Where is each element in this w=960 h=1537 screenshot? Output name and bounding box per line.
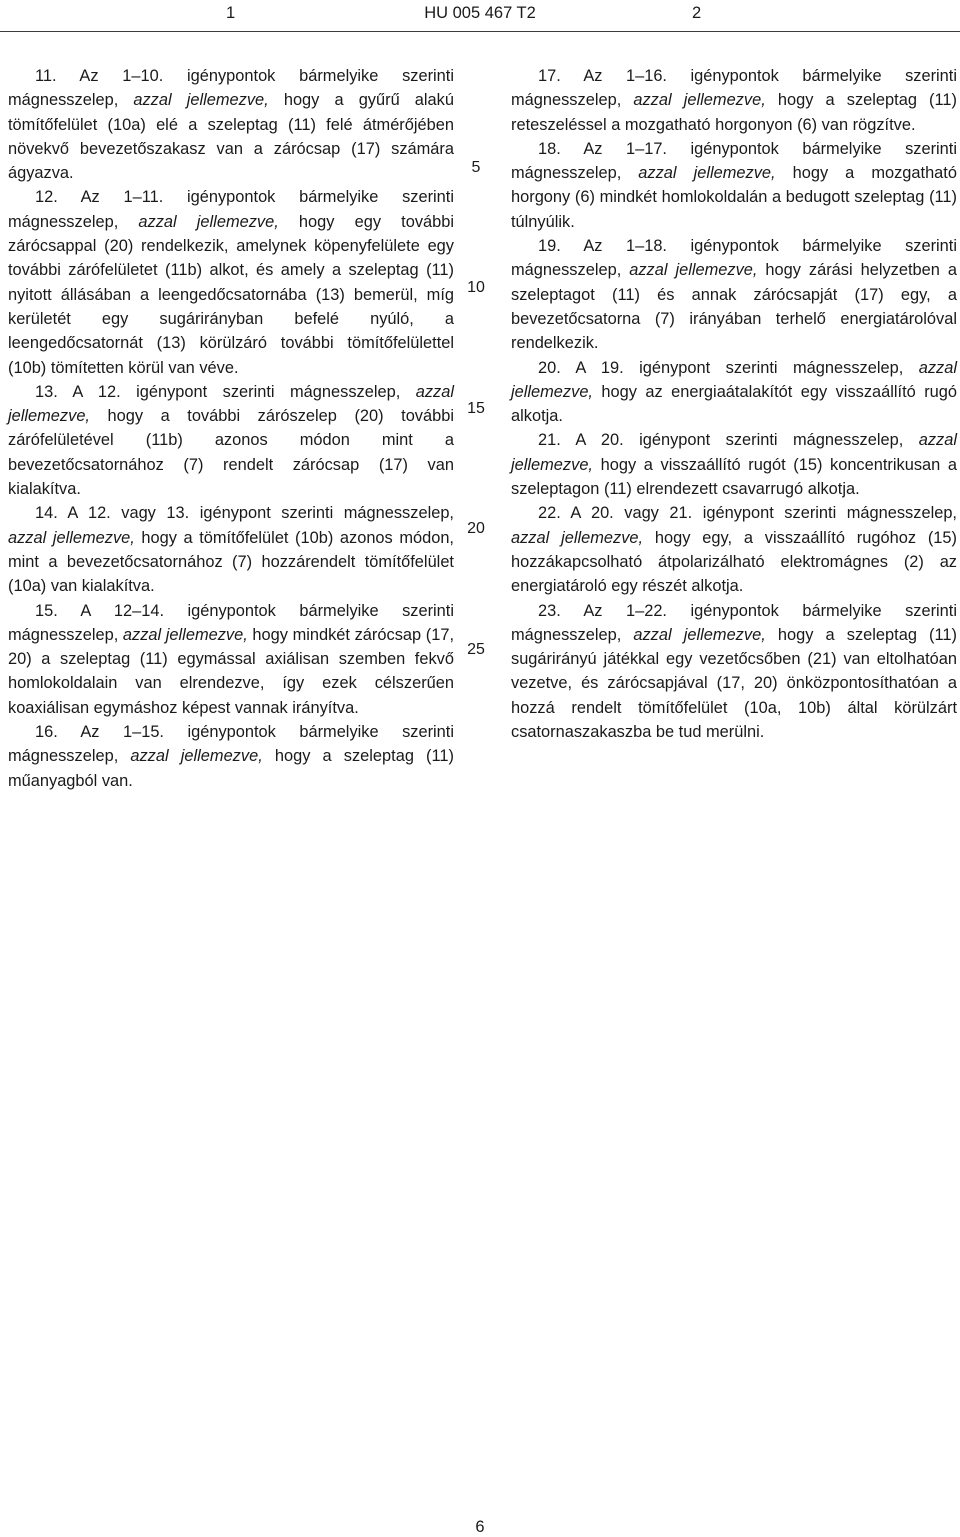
claim-text: 15. A 12–14. igénypontok bármelyike szerinti mágnesszelep, (8, 601, 454, 644)
claim-text: 17. Az 1–16. igénypontok bármelyike szerinti mágnesszelep, (511, 67, 957, 110)
claim-text: 14. A 12. vagy 13. igénypont szerinti mágnesszelep, (35, 504, 454, 523)
claim-text: 18. Az 1–17. igénypontok bármelyike szerinti mágnesszelep, (511, 139, 957, 183)
line-number: 5 (471, 159, 481, 176)
claim-keyword: azzal jellemezve, (638, 164, 776, 183)
claim-text: 23. Az 1–22. igénypontok bármelyike szerinti mágnesszelep, (511, 601, 957, 644)
line-number: 15 (467, 400, 485, 417)
claim-12 (8, 185, 454, 379)
claim-keyword: azzal jellemezve, (629, 261, 758, 280)
right-page-number: 2 (692, 4, 702, 22)
claim-text: 12. Az 1–11. igénypontok bármelyike szerinti mágnesszelep, (8, 188, 454, 231)
claim-keyword: azzal jellemezve, (633, 625, 766, 644)
line-number: 10 (467, 279, 485, 296)
claim-text: 16. Az 1–15. igénypontok bármelyike szerinti mágnesszelep, (8, 723, 454, 766)
claim-19 (511, 234, 957, 355)
claim-text: 20. A 19. igénypont szerinti mágnesszelep, (538, 358, 919, 377)
claim-text: hogy a tömítőfelület (10b) azonos módon, mint a bevezetőcsatornához (7) hozzárendelt tömítőfelület (10a) van kialakítva. (8, 528, 454, 596)
claim-keyword: azzal jellemezve, (633, 91, 766, 110)
claim-keyword: azzal jellemezve, (511, 528, 644, 547)
claim-text: hogy a szeleptag (11) reteszeléssel a mozgatható horgonyon (6) van rögzítve. (511, 91, 957, 134)
claim-text: hogy a mozgatható horgony (6) mindkét homlokoldalán a bedugott szeleptag (11) túlnyúlik. (511, 164, 957, 231)
left-page-number: 1 (226, 4, 236, 22)
footer-page-number: 6 (475, 1518, 485, 1536)
claim-text: hogy egy, a visszaállító rugóhoz (15) hozzákapcsolható átpolarizálható elektromágnes (2) az energiatároló egy részét alkotja. (511, 528, 957, 596)
right-column (511, 64, 957, 744)
claim-text: 21. A 20. igénypont szerinti mágnesszelep, (538, 431, 919, 450)
claim-keyword: azzal jellemezve, (130, 747, 263, 766)
header-divider (0, 31, 960, 32)
claim-22 (511, 501, 957, 598)
claim-text: hogy egy további zárócsappal (20) rendelkezik, amelynek köpenyfelülete egy további zárófelületet (11b) alkot, és amely a szeleptag (11) nyitott állásában a leengedőcsatornába (13) bemerül, míg kerületét egy sugárirányban befelé nyúló, a leengedőcsatornát (13) körülzáró további tömítőfelülettel (10b) tömítetten körül van véve. (8, 212, 454, 377)
document-id: HU 005 467 T2 (424, 4, 536, 22)
line-number: 20 (467, 520, 485, 537)
claim-keyword: azzal jellemezve, (122, 625, 248, 644)
claim-17 (511, 64, 957, 137)
claim-14 (8, 501, 454, 598)
claim-keyword: azzal jellemezve, (511, 431, 957, 474)
claim-text: hogy a gyűrű alakú tömítőfelület (10a) elé a szeleptag (11) felé átmérőjében növekvő bevezetőszakasz van a zárócsap (17) számára ágyazva. (8, 91, 454, 183)
claim-11 (8, 64, 454, 185)
left-column (8, 64, 454, 793)
claim-keyword: azzal jellemezve, (511, 358, 957, 401)
claim-13 (8, 380, 454, 501)
line-number: 25 (467, 641, 485, 658)
claim-18 (511, 137, 957, 234)
claim-text: hogy a további zárószelep (20) további zárófelületével (11b) azonos módon mint a bevezetőcsatornához (7) rendelt zárócsap (17) van kialakítva. (8, 407, 454, 499)
claim-text: hogy a szeleptag (11) sugárirányú játékkal egy vezetőcsőben (21) van eltolhatóan vezetve, és zárócsapjával (17, 20) önközpontosíthatóan a hozzá rendelt tömítőfelület (10a, 10b) által körülzárt csatornaszakaszba be tud merülni. (511, 625, 957, 742)
claim-text: 13. A 12. igénypont szerinti mágnesszelep, (35, 382, 416, 401)
claim-20 (511, 356, 957, 429)
claim-text: 19. Az 1–18. igénypontok bármelyike szerinti mágnesszelep, (511, 237, 957, 280)
claim-keyword: azzal jellemezve, (138, 212, 279, 231)
claim-text: 22. A 20. vagy 21. igénypont szerinti mágnesszelep, (538, 504, 957, 523)
claim-23 (511, 599, 957, 745)
claim-text: hogy a szeleptag (11) műanyagból van. (8, 747, 454, 790)
claim-keyword: azzal jellemezve, (133, 91, 269, 110)
claim-text: 11. Az 1–10. igénypontok bármelyike szerinti mágnesszelep, (8, 67, 454, 110)
claim-keyword: azzal jellemezve, (8, 528, 135, 547)
claim-keyword: azzal jellemezve, (8, 382, 454, 426)
claim-text: hogy mindkét zárócsap (17, 20) a szeleptag (11) egymással axiálisan szemben fekvő homlokoldalain van elrendezve, így ezek célszerűen koaxiálisan egymáshoz képest vannak irányítva. (8, 625, 454, 717)
claim-15 (8, 599, 454, 720)
claim-21 (511, 428, 957, 501)
claim-16 (8, 720, 454, 793)
claim-text: hogy zárási helyzetben a szeleptagot (11) és annak zárócsapját (17) egy, a bevezetőcsatorna (7) irányában terhelő energiatárolóval rendelkezik. (511, 261, 957, 353)
claim-text: hogy a visszaállító rugót (15) koncentrikusan a szeleptagon (11) elrendezett csavarrugó alkotja. (511, 455, 957, 499)
claim-text: hogy az energiaátalakítót egy visszaállító rugó alkotja. (511, 382, 957, 426)
